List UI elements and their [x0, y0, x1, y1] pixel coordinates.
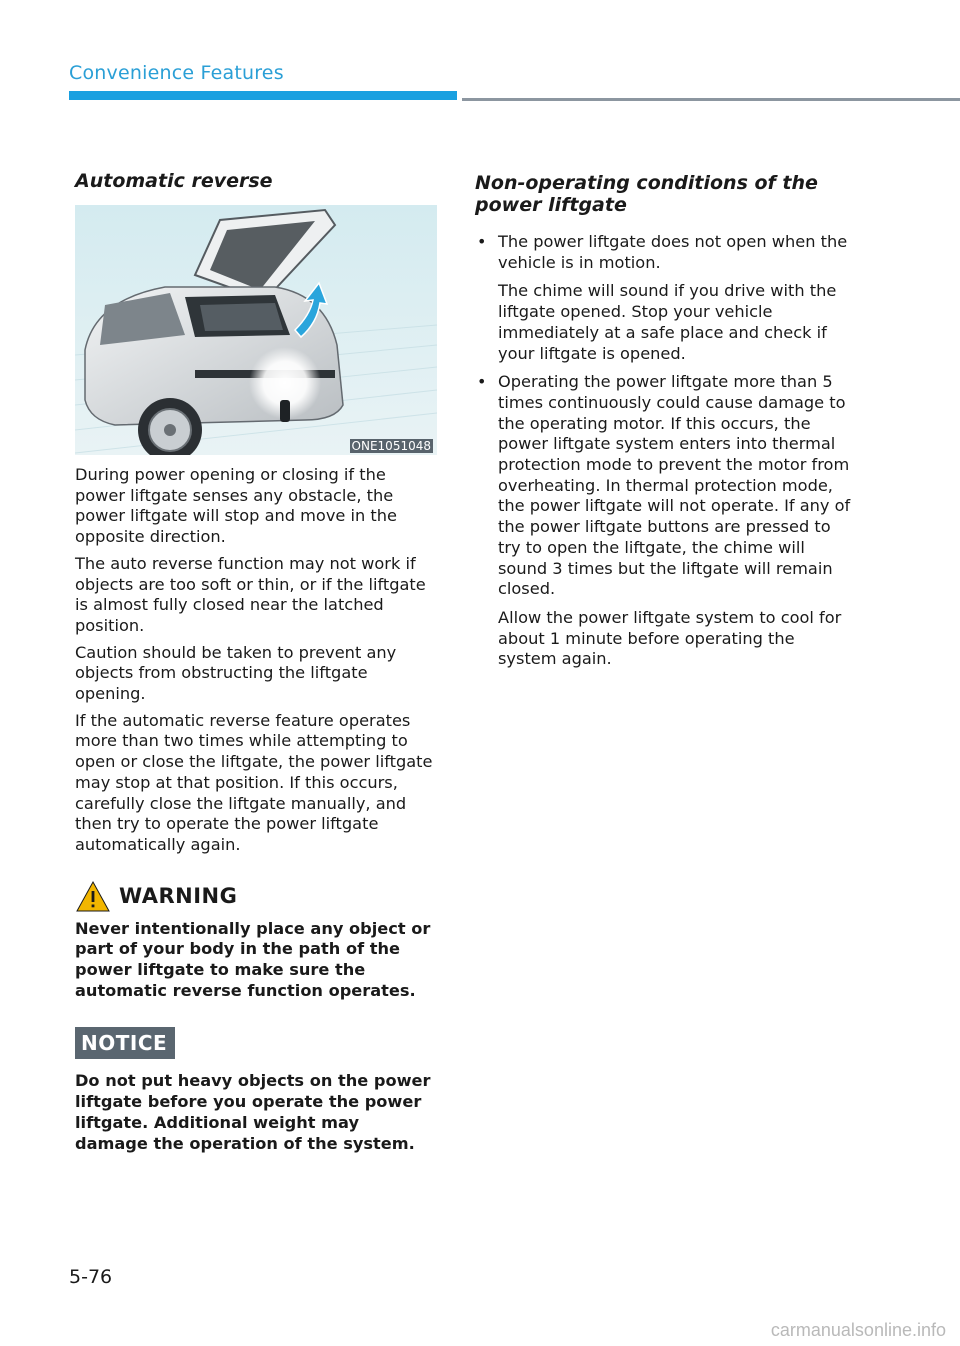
liftgate-illustration [75, 205, 437, 455]
left-column [75, 170, 437, 1154]
paragraph: Operating the power liftgate more than 5 times continuously could cause damage to the operating motor. If this occurs, the power liftgate system enters into thermal protection mode to prevent the motor from overheating. In thermal protection mode, the power liftgate will not operate. If any of the power liftgate buttons are pressed to try to open the liftgate, the chime will sound 3 times but the liftgate will remain closed. [498, 372, 851, 599]
figure-code: ONE1051048 [351, 439, 431, 453]
header-rule [462, 98, 960, 101]
paragraph: Allow the power liftgate system to cool for about 1 minute before operating the system again. [498, 607, 842, 669]
chapter-title: Convenience Features [69, 62, 284, 84]
bullet-dot: • [477, 232, 487, 251]
car-liftgate-illustration [75, 205, 437, 455]
list-item [475, 232, 855, 364]
warning-title: WARNING [119, 884, 238, 909]
conditions-list [475, 232, 855, 670]
paragraph: The chime will sound if you drive with the liftgate opened. Stop your vehicle immediately at a safe place and check if your liftgate is opened. [498, 281, 837, 363]
paragraph: Caution should be taken to prevent any objects from obstructing the liftgate opening. [75, 642, 397, 704]
paragraph: The auto reverse function may not work if objects are too soft or thin, or if the liftgate is almost fully closed near the latched position. [75, 553, 426, 635]
section-heading-non-operating-conditions: Non-operating conditions of the power liftgate [475, 172, 818, 216]
paragraph: If the automatic reverse feature operates more than two times while attempting to open or close the liftgate, the power liftgate may stop at that position. If this occurs, carefully close the liftgate manually, and then try to operate the power liftgate automatically again. [75, 710, 433, 854]
warning-text: Never intentionally place any object or part of your body in the path of the power liftgate to make sure the automatic reverse function operates. [75, 918, 431, 1000]
paragraph: The power liftgate does not open when the vehicle is in motion. [498, 232, 848, 272]
section-heading-automatic-reverse: Automatic reverse [75, 170, 273, 192]
notice-text: Do not put heavy objects on the power liftgate before you operate the power liftgate. Additional weight may damage the operation of the system. [75, 1071, 431, 1153]
warning-header [75, 880, 437, 913]
notice-badge: NOTICE [75, 1027, 175, 1059]
right-column [475, 172, 855, 678]
header-accent-bar [69, 91, 457, 100]
bullet-dot: • [477, 372, 487, 392]
warning-triangle-icon [75, 880, 111, 913]
watermark: carmanualsonline.info [770, 1320, 946, 1340]
page-number: 5-76 [69, 1266, 113, 1288]
list-item [475, 372, 855, 670]
paragraph: During power opening or closing if the power liftgate senses any obstacle, the power liftgate will stop and move in the opposite direction. [75, 465, 397, 547]
